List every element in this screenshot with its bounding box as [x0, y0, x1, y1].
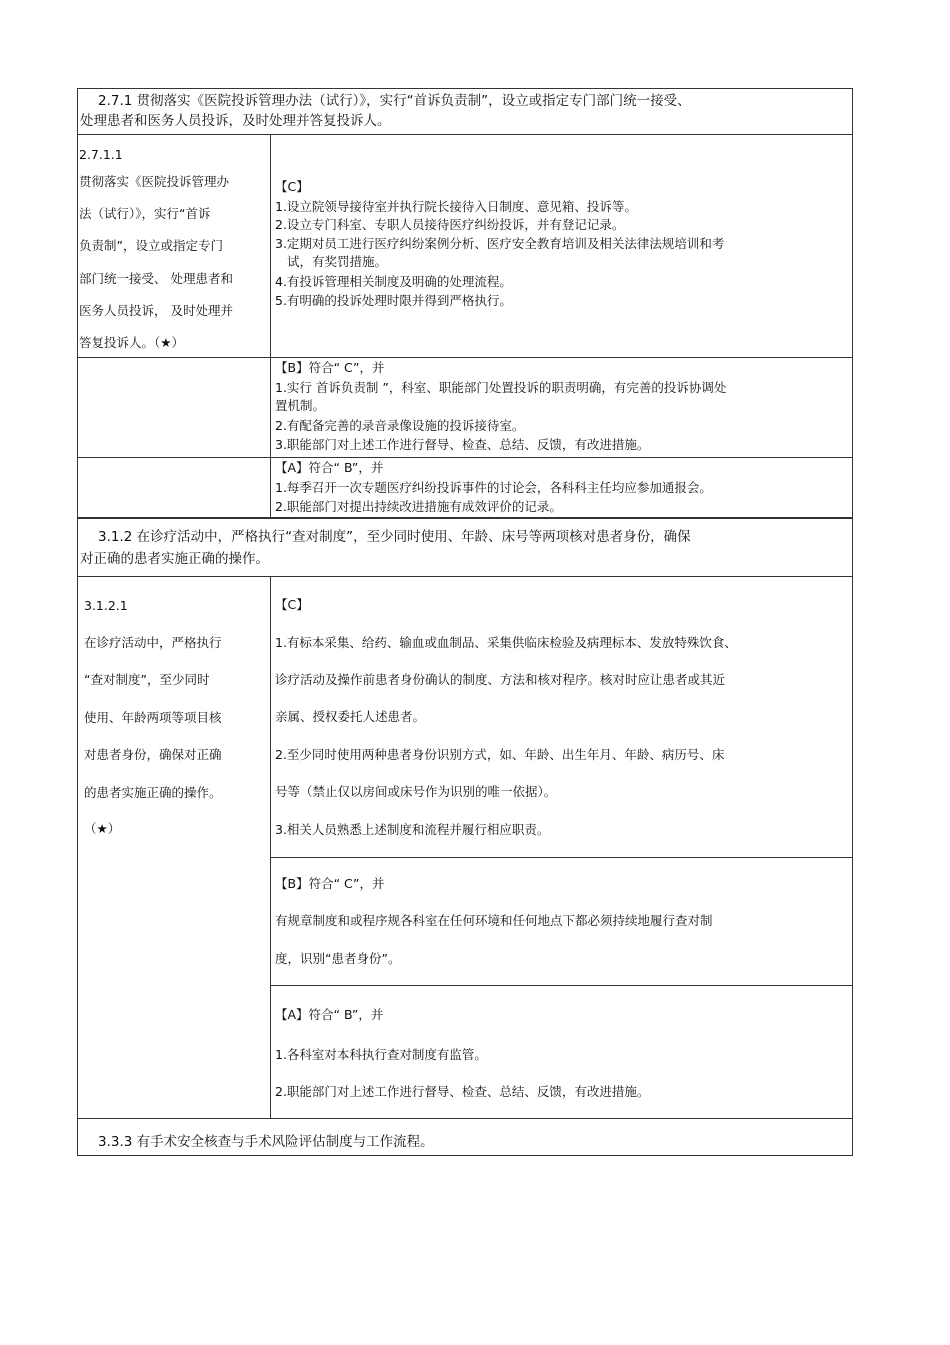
section-heading-333: 3.3.3 有手术安全核查与手术风险评估制度与工作流程。 — [98, 1134, 434, 1150]
item-text: 对患者身份，确保对正确 — [84, 747, 222, 762]
criterion-line: 1.有标本采集、给药、输血或血制品、采集供临床检验及病理标本、发放特殊饮食、 — [275, 635, 737, 650]
divider — [270, 857, 853, 858]
criterion-line: 2.至少同时使用两种患者身份识别方式，如、年龄、出生年月、年龄、病历号、床 — [275, 747, 725, 762]
level-a-heading: 【A】符合“ B”，并 — [275, 460, 384, 475]
criterion-line: 2.职能部门对上述工作进行督导、检查、总结、反馈，有改进措施。 — [275, 1084, 650, 1099]
item-text: （★） — [84, 821, 121, 836]
column-divider — [270, 134, 271, 518]
divider — [77, 357, 853, 358]
item-text: 在诊疗活动中，严格执行 — [84, 635, 222, 650]
level-c-heading: 【C】 — [275, 179, 309, 194]
item-number: 2.7.1.1 — [79, 147, 123, 162]
criterion-line: 3.定期对员工进行医疗纠纷案例分析、医疗安全教育培训及相关法律法规培训和考 — [275, 236, 725, 251]
criterion-line: 2.职能部门对提出持续改进措施有成效评价的记录。 — [275, 499, 562, 514]
level-b-heading: 【B】符合“ C”，并 — [275, 876, 385, 891]
criterion-line: 诊疗活动及操作前患者身份确认的制度、方法和核对程序。核对时应让患者或其近 — [275, 672, 726, 687]
criterion-line: 试，有奖罚措施。 — [287, 254, 388, 269]
criterion-line: 3.相关人员熟悉上述制度和流程并履行相应职责。 — [275, 822, 550, 837]
criterion-line: 1.设立院领导接待室并执行院长接待入日制度、意见箱、投诉等。 — [275, 199, 637, 214]
divider — [77, 576, 853, 577]
item-text: 法（试行）》，实行“首诉 — [79, 206, 211, 221]
criterion-line: 1.每季召开一次专题医疗纠纷投诉事件的讨论会，各科科主任均应参加通报会。 — [275, 480, 712, 495]
item-number: 3.1.2.1 — [84, 598, 128, 613]
item-text: 部门统一接受、 处理患者和 — [79, 271, 233, 286]
divider — [77, 1118, 853, 1119]
criterion-line: 号等（禁止仅以房间或床号作为识别的唯一依据）。 — [275, 784, 557, 799]
level-b-heading: 【B】符合“ C”，并 — [275, 360, 385, 375]
criterion-line: 1.实行 首诉负责制 ”，科室、职能部门处置投诉的职责明确，有完善的投诉协调处 — [275, 380, 727, 395]
section-heading-312-cont: 对正确的患者实施正确的操作。 — [80, 551, 269, 567]
criterion-line: 有规章制度和或程序规各科室在任何环境和任何地点下都必须持续地履行查对制 — [275, 913, 713, 928]
criterion-line: 置机制。 — [275, 398, 326, 413]
criterion-line: 4.有投诉管理相关制度及明确的处理流程。 — [275, 274, 512, 289]
divider — [270, 985, 853, 986]
criterion-line: 亲属、授权委托人述患者。 — [275, 709, 426, 724]
level-c-heading: 【C】 — [275, 597, 309, 612]
divider — [77, 134, 853, 135]
section-heading-271-cont: 处理患者和医务人员投诉，及时处理并答复投诉人。 — [80, 113, 391, 129]
level-a-heading: 【A】符合“ B”，并 — [275, 1007, 384, 1022]
criterion-line: 2.有配备完善的录音录像设施的投诉接待室。 — [275, 418, 525, 433]
item-text: 负责制”，设立或指定专门 — [79, 238, 223, 253]
item-text: 医务人员投诉， 及时处理并 — [79, 303, 233, 318]
item-text: 答复投诉人。（★） — [79, 335, 184, 350]
item-text: 贯彻落实《医院投诉管理办 — [79, 174, 230, 189]
section-heading-271: 2.7.1 贯彻落实《医院投诉管理办法（试行）》，实行“首诉负责制”，设立或指定专门部门统一接受、 — [98, 93, 691, 109]
item-text: 的患者实施正确的操作。 — [84, 785, 222, 800]
item-text: “查对制度”，至少同时 — [84, 672, 210, 687]
divider — [77, 457, 853, 458]
item-text: 使用、年龄两项等项目核 — [84, 710, 222, 725]
criterion-line: 1.各科室对本科执行查对制度有监管。 — [275, 1047, 487, 1062]
criterion-line: 5.有明确的投诉处理时限并得到严格执行。 — [275, 293, 512, 308]
criterion-line: 度，识别“患者身份”。 — [275, 951, 401, 966]
criterion-line: 3.职能部门对上述工作进行督导、检查、总结、反馈，有改进措施。 — [275, 437, 650, 452]
criterion-line: 2.设立专门科室、专职人员接待医疗纠纷投诉，并有登记记录。 — [275, 217, 625, 232]
column-divider — [270, 576, 271, 1118]
section-heading-312: 3.1.2 在诊疗活动中，严格执行“查对制度”，至少同时使用、年龄、床号等两项核对患者身份，确保 — [98, 529, 691, 545]
